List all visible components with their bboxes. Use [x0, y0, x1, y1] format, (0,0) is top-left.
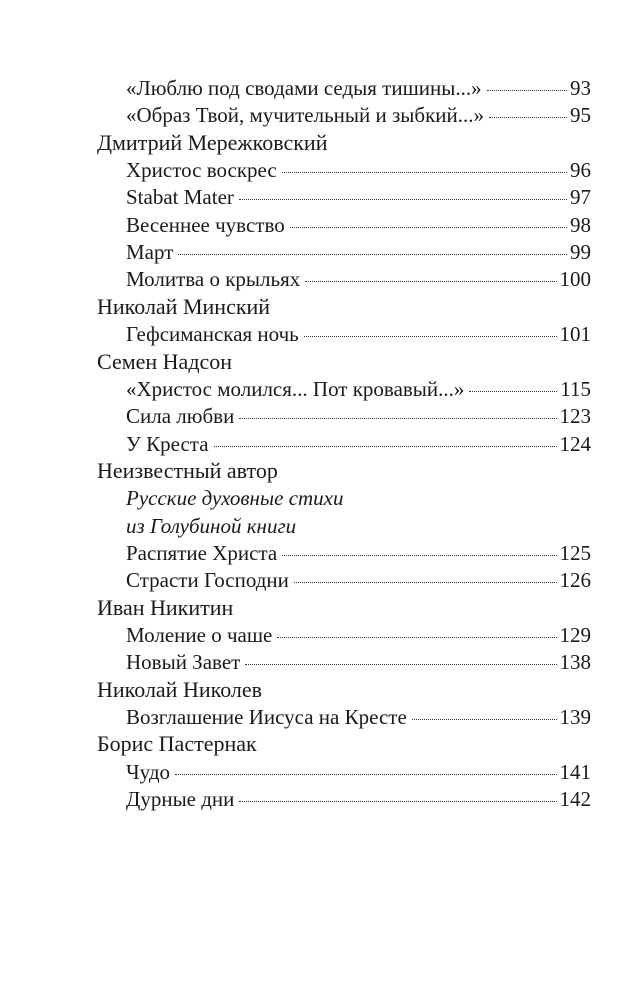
dot-leader: [282, 555, 556, 556]
toc-page-number: 115: [560, 376, 591, 401]
toc-entry: [126, 402, 591, 430]
toc-page-number: 124: [559, 431, 591, 456]
toc-author-heading: Иван Никитин: [97, 594, 234, 620]
dot-leader: [282, 172, 567, 173]
toc-entry-title: Молитва о крыльях: [126, 267, 301, 292]
toc-page-number: 142: [559, 787, 591, 812]
toc-entry: [126, 265, 591, 293]
toc-entry: [126, 758, 591, 786]
toc-author-heading: Семен Надсон: [97, 348, 233, 374]
toc-page-number: 129: [559, 623, 591, 647]
toc-page-number: 93: [570, 76, 591, 100]
toc-entry-title: Распятие Христа: [126, 540, 278, 565]
toc-section-heading: из Голубиной книги: [126, 513, 297, 538]
toc-page-number: 100: [559, 267, 591, 292]
dot-leader: [214, 446, 557, 447]
toc-page-number: 138: [559, 650, 591, 675]
toc-entry: [126, 566, 591, 594]
toc-entry-title: Чудо: [126, 759, 171, 784]
toc-entry: [126, 74, 591, 102]
toc-author-heading: Неизвестный автор: [97, 457, 278, 483]
toc-entry: [126, 539, 591, 567]
toc-page-number: 101: [559, 322, 591, 347]
toc-entry-title: Сила любви: [126, 404, 235, 429]
toc-page-number: 97: [570, 185, 591, 210]
dot-leader: [305, 281, 556, 282]
toc-entry-title: Stabat Mater: [126, 185, 234, 210]
toc-entry: [126, 156, 591, 184]
toc-entry-title: Страсти Господни: [126, 568, 289, 593]
toc-entry-title: «Образ Твой, мучительный и зыбкий...»: [126, 103, 484, 128]
dot-leader: [245, 664, 556, 665]
toc-page-number: 95: [570, 103, 591, 128]
toc-entry: [126, 430, 591, 458]
dot-leader: [239, 801, 556, 802]
toc-entry-title: Возглашение Иисуса на Кресте: [126, 705, 407, 730]
toc-entry-title: Весеннее чувство: [126, 212, 285, 237]
dot-leader: [178, 254, 567, 255]
dot-leader: [294, 582, 557, 583]
toc-entry: [126, 211, 591, 239]
toc-page-number: 126: [559, 568, 591, 593]
toc-entry: [126, 183, 591, 211]
toc-entry-title: Новый Завет: [126, 650, 241, 675]
toc-entry-title: «Христос молился... Пот кровавый...»: [126, 376, 465, 401]
toc-entry-title: У Креста: [126, 431, 209, 456]
toc-page-number: 141: [559, 759, 591, 784]
toc-entry: [126, 101, 591, 129]
toc-entry: [126, 785, 591, 813]
toc-entry: [126, 320, 591, 348]
toc-author-heading: Борис Пастернак: [97, 731, 257, 757]
dot-leader: [175, 774, 556, 775]
toc-entry: [126, 703, 591, 731]
toc-page-number: 99: [570, 240, 591, 265]
dot-leader: [277, 637, 556, 638]
toc-author-heading: Дмитрий Мережковский: [97, 129, 328, 155]
toc-page-number: 96: [570, 158, 591, 183]
toc-entry-title: Христос воскрес: [126, 158, 277, 183]
dot-leader: [469, 391, 557, 392]
dot-leader: [489, 117, 567, 118]
dot-leader: [239, 418, 556, 419]
toc-author-heading: Николай Минский: [97, 293, 271, 319]
toc-entry-title: Моление о чаше: [126, 623, 273, 647]
toc-page-number: 139: [559, 705, 591, 730]
toc-page-number: 125: [559, 540, 591, 565]
dot-leader: [304, 336, 557, 337]
toc-author-heading: Николай Николев: [97, 676, 263, 702]
toc-entry: [126, 375, 591, 403]
toc-entry-title: «Люблю под сводами седыя тишины...»: [126, 76, 482, 100]
toc-entry-title: Март: [126, 240, 174, 265]
toc-entry: [126, 621, 591, 649]
dot-leader: [239, 199, 567, 200]
toc-entry-title: Гефсиманская ночь: [126, 322, 299, 347]
dot-leader: [487, 90, 567, 91]
toc-page-number: 98: [570, 212, 591, 237]
toc-page-number: 123: [559, 404, 591, 429]
toc-entry: [126, 238, 591, 266]
toc-entry-title: Дурные дни: [126, 787, 235, 812]
dot-leader: [412, 719, 557, 720]
dot-leader: [290, 227, 567, 228]
toc-section-heading: Русские духовные стихи: [126, 486, 344, 511]
toc-entry: [126, 648, 591, 676]
